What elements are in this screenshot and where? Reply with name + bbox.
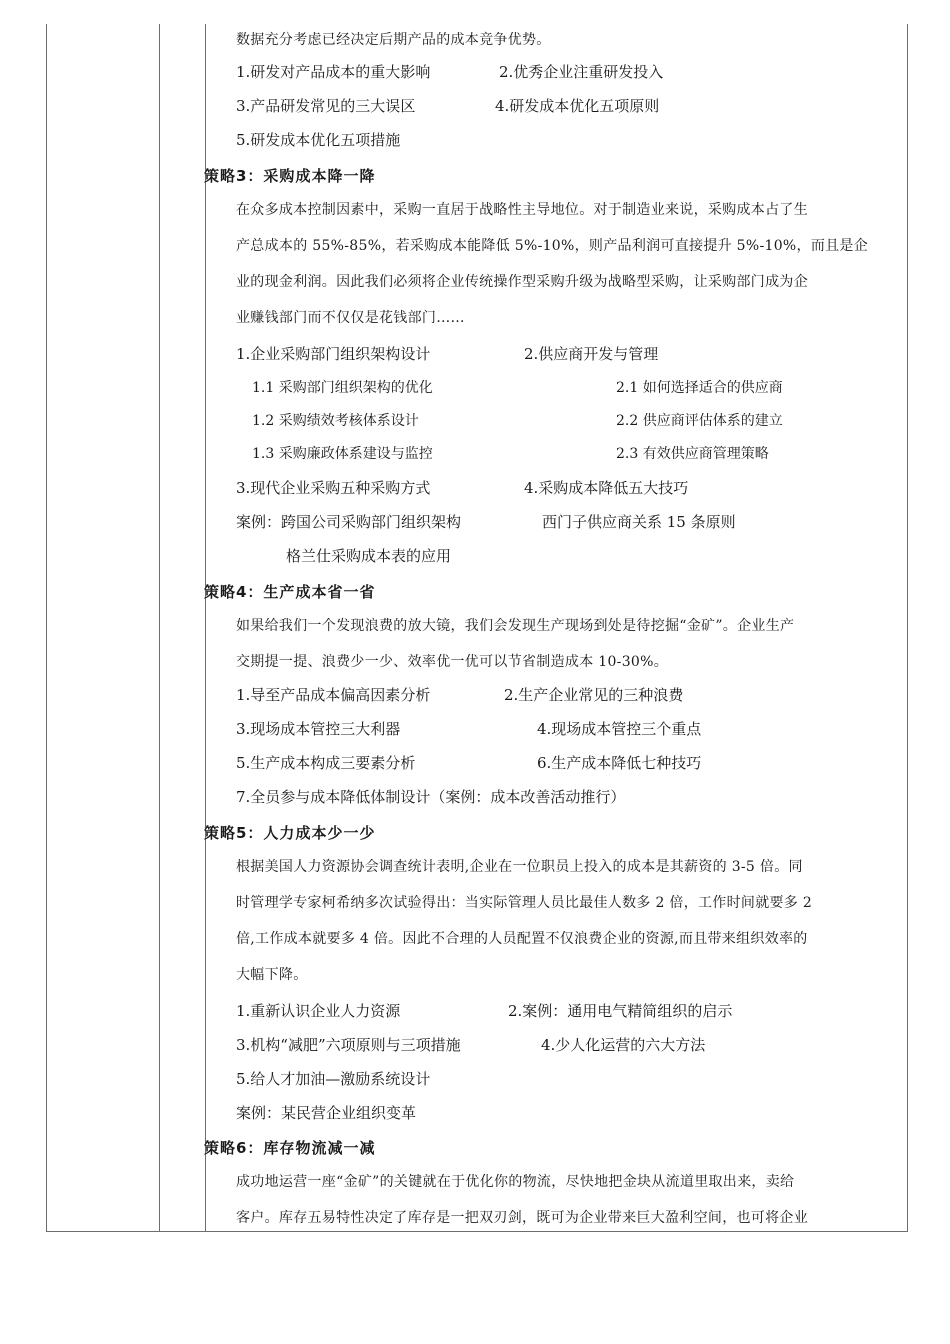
s5-para-line-2: 时管理学专家柯希纳多次试验得出：当实际管理人员比最佳人数多 2 倍，工作时间就要多 2 [236,895,813,911]
s3-heading: 策略3：采购成本降一降 [204,167,376,185]
s3-item-2: 2.供应商开发与管理 [524,345,659,363]
s3-sub-1-2: 1.2 采购绩效考核体系设计 [252,413,419,429]
s2-item-3: 3.产品研发常见的三大误区 [236,97,416,115]
s6-para-line-1: 成功地运营一座“金矿”的关键就在于优化你的物流，尽快地把金块从流道里取出来，卖给 [236,1174,795,1190]
s3-sub-2-3: 2.3 有效供应商管理策略 [616,446,769,462]
s3-item-1: 1.企业采购部门组织架构设计 [236,345,431,363]
s6-para-line-2: 客户。库存五易特性决定了库存是一把双刃剑，既可为企业带来巨大盈利空间，也可将企业 [236,1210,808,1226]
intro-tail: 数据充分考虑已经决定后期产品的成本竞争优势。 [236,32,551,48]
s3-sub-2-1: 2.1 如何选择适合的供应商 [616,380,783,396]
s3-para-line-4: 业赚钱部门而不仅仅是花钱部门…… [236,310,465,326]
s4-item-7: 7.全员参与成本降低体制设计（案例：成本改善活动推行） [236,788,626,806]
s2-item-1: 1.研发对产品成本的重大影响 [236,63,431,81]
s5-para-line-1: 根据美国人力资源协会调查统计表明,企业在一位职员上投入的成本是其薪资的 3-5 倍。同 [236,859,803,875]
s3-sub-1-3: 1.3 采购廉政体系建设与监控 [252,446,433,462]
s6-heading: 策略6：库存物流减一减 [204,1139,376,1157]
s5-item-3: 3.机构“减肥”六项原则与三项措施 [236,1036,461,1054]
s3-sub-1-1: 1.1 采购部门组织架构的优化 [252,380,433,396]
s4-item-1: 1.导至产品成本偏高因素分析 [236,686,431,704]
s5-item-5: 5.给人才加油—激励系统设计 [236,1070,431,1088]
s4-heading: 策略4：生产成本省一省 [204,583,376,601]
s2-item-5: 5.研发成本优化五项措施 [236,131,401,149]
column-divider-2 [205,24,206,1231]
s4-item-6: 6.生产成本降低七种技巧 [537,754,702,772]
s5-item-1: 1.重新认识企业人力资源 [236,1002,401,1020]
s3-case-3: 格兰仕采购成本表的应用 [286,547,452,565]
s5-heading: 策略5：人力成本少一少 [204,824,376,842]
s2-item-2: 2.优秀企业注重研发投入 [499,63,664,81]
s3-case-2: 西门子供应商关系 15 条原则 [542,513,736,531]
column-divider-1 [159,24,160,1231]
s3-para-line-1: 在众多成本控制因素中，采购一直居于战略性主导地位。对于制造业来说，采购成本占了生 [236,202,808,218]
s4-para-line-2: 交期提一提、浪费少一少、效率优一优可以节省制造成本 10-30%。 [236,654,669,670]
s5-para-line-3: 倍,工作成本就要多 4 倍。因此不合理的人员配置不仅浪费企业的资源,而且带来组织效率的 [236,931,808,947]
s3-case-1: 案例：跨国公司采购部门组织架构 [236,513,462,531]
s5-item-4: 4.少人化运营的六大方法 [541,1036,706,1054]
s4-para-line-1: 如果给我们一个发现浪费的放大镜，我们会发现生产现场到处是待挖掘“金矿”。企业生产 [236,618,795,634]
s3-sub-2-2: 2.2 供应商评估体系的建立 [616,413,783,429]
s5-item-2: 2.案例：通用电气精简组织的启示 [508,1002,733,1020]
s5-case: 案例：某民营企业组织变革 [236,1104,417,1122]
s3-para-line-2: 产总成本的 55%-85%，若采购成本能降低 5%-10%，则产品利润可直接提升 5%-10%，而且是企 [236,238,869,254]
s4-item-4: 4.现场成本管控三个重点 [537,720,702,738]
s3-item-3: 3.现代企业采购五种采购方式 [236,479,431,497]
s2-item-4: 4.研发成本优化五项原则 [495,97,660,115]
s3-para-line-3: 业的现金利润。因此我们必须将企业传统操作型采购升级为战略型采购，让采购部门成为企 [236,274,808,290]
s4-item-3: 3.现场成本管控三大利器 [236,720,401,738]
s4-item-5: 5.生产成本构成三要素分析 [236,754,416,772]
s5-para-line-4: 大幅下降。 [236,967,308,983]
s3-item-4: 4.采购成本降低五大技巧 [524,479,689,497]
s4-item-2: 2.生产企业常见的三种浪费 [504,686,684,704]
